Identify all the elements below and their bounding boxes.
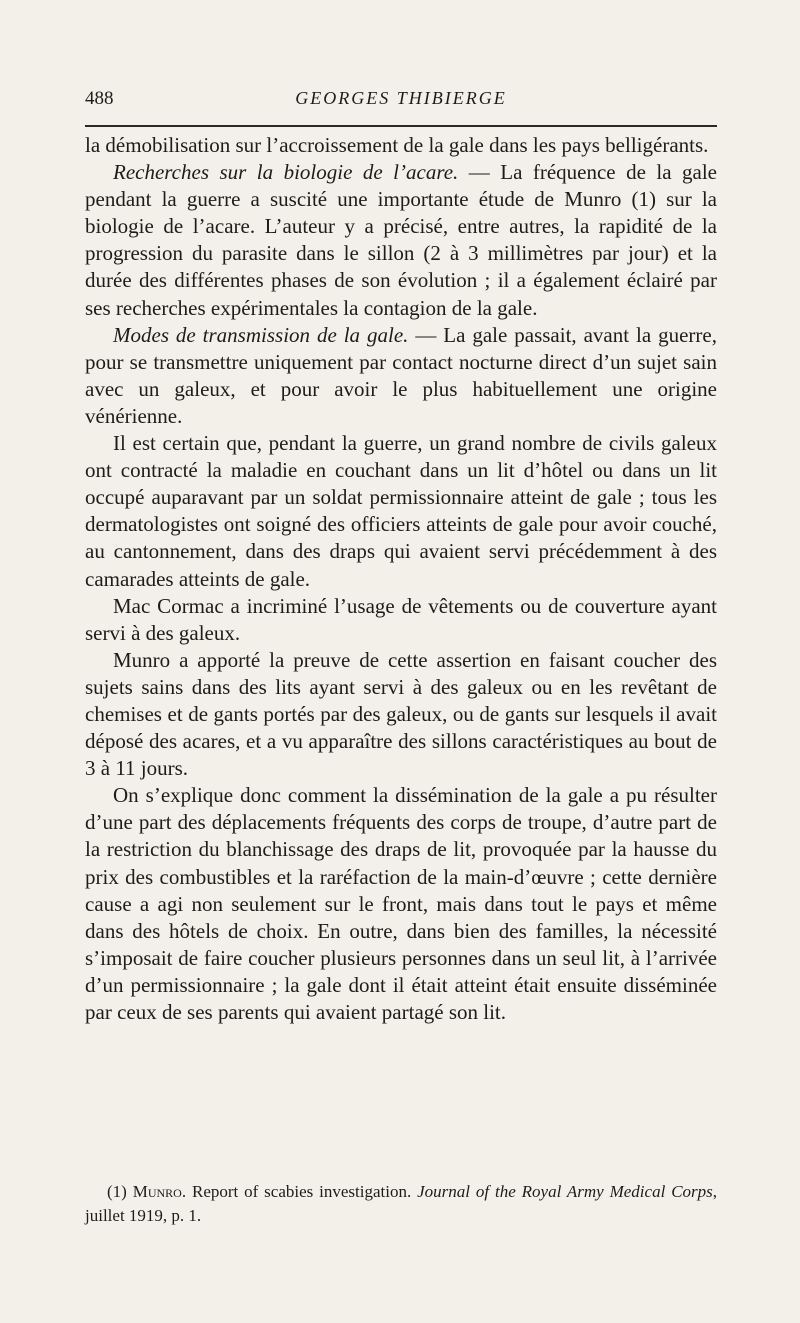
footnote-author: Munro [132,1182,182,1201]
footnote-date: , juillet 1919, p. 1. [85,1182,718,1225]
paragraph-2 [85,159,717,322]
header-rule [85,125,717,127]
footnote-journal: Journal of the Royal Army Medical Corps [417,1182,713,1201]
paragraph-5: Mac Cormac a incriminé l’usage de vêtements ou de couverture ayant servi à des galeux. [85,593,717,645]
paragraph-7: On s’explique donc comment la dissémination de la gale a pu résulter d’une part des déplacements fréquents des corps de troupe, d’autre part de la restriction du blanchissage des draps de lit, provoquée par la hausse du prix des combustibles et la raréfaction de la main-d’œuvre ; cette dernière cause a agi non seulement sur le front, mais dans tout le pays et même dans des hôtels de choix. En outre, dans bien des familles, la nécessité s’imposait de faire coucher plusieurs personnes dans un seul lit, à l’arrivée d’un permissionnaire ; la gale dont il était atteint était ensuite disséminée par ceux de ses parents qui avaient partagé son lit. [85,783,717,1024]
section-heading-biology: Recherches sur la biologie de l’acare. [113,160,459,185]
paragraph-1: la démobilisation sur l’accroissement de la gale dans les pays belligérants. [85,133,709,157]
paragraph-6: Munro a apporté la preuve de cette assertion en faisant coucher des sujets sains dans des lits ayant servi à des galeux ou en les revêtant de chemises et de gants portés par des galeux, ou de gants sur lesquels il avait déposé des acares, et a vu apparaître des sillons caractéristiques au bout de 3 à 11 jours. [85,647,717,781]
paragraph-2-text: — La fréquence de la gale pendant la guerre a suscité une importante étude de Munro (1) sur la biologie de l’acare. L’auteur y a précisé, entre autres, la rapidité de la progression du parasite dans le sillon (2 à 3 millimètres par jour) et la durée des différentes phases de son évolution ; il a également éclairé par ses recherches expérimentales la contagion de la gale. [85,160,717,320]
page-number: 488 [85,88,114,109]
footnote-marker: (1) [107,1182,133,1201]
footnote [85,1180,717,1228]
paragraph-3 [85,322,717,430]
running-title: GEORGES THIBIERGE [295,88,507,108]
paragraph-4: Il est certain que, pendant la guerre, un grand nombre de civils galeux ont contracté la maladie en couchant dans un lit d’hôtel ou dans un lit occupé auparavant par un soldat permissionnaire atteint de gale ; tous les dermatologistes ont soigné des officiers atteints de gale pour avoir couché, au cantonnement, dans des draps qui avaient servi précédemment à des camarades atteints de gale. [85,431,717,591]
footnote-text: . Report of scabies investigation. [181,1182,418,1201]
body-text [85,132,717,1026]
section-heading-transmission: Modes de transmission de la gale. [113,322,409,347]
paragraph-3-text: — La gale passait, avant la guerre, pour se transmettre uniquement par contact nocturne direct d’un sujet sain avec un galeux, et pour avoir le plus habituellement une origine vénérienne. [85,322,717,428]
page-header [85,88,717,118]
